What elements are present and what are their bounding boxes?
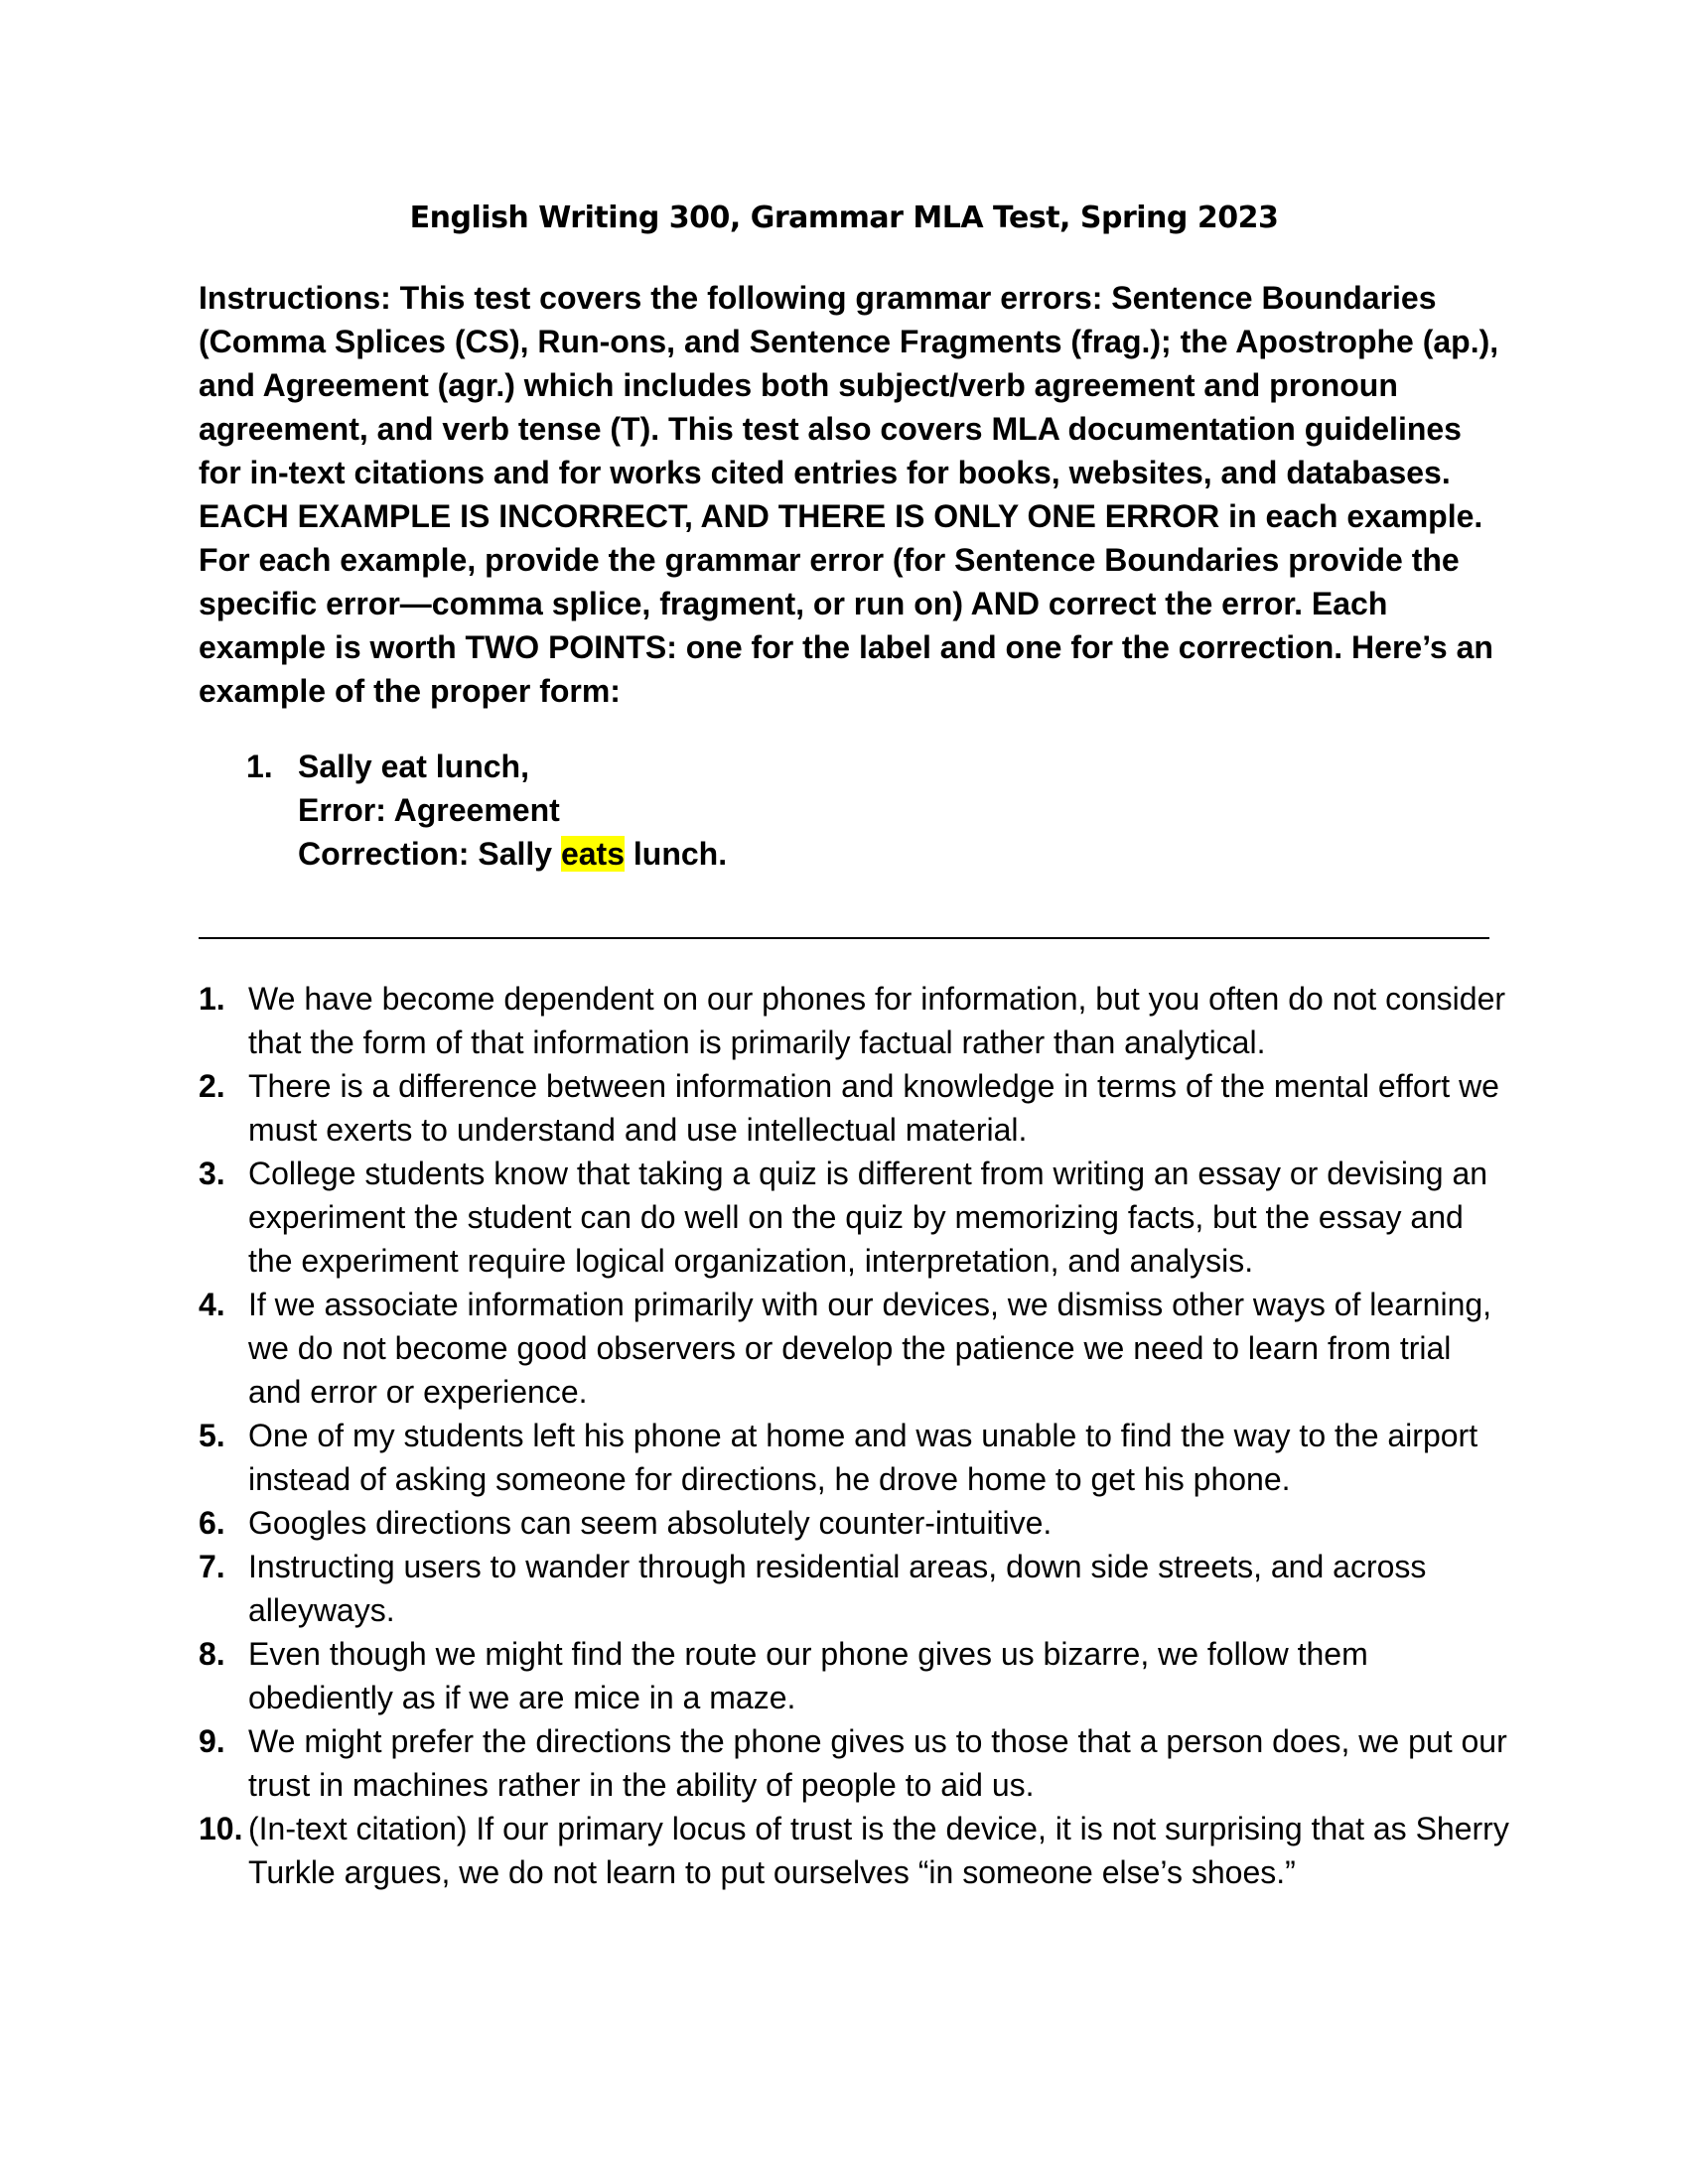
question-item [199,1283,1509,1414]
question-list [199,977,1509,1894]
example-number: 1. [246,749,273,784]
question-text: There is a difference between information and knowledge in terms of the mental effort we must exerts to understand and use intellectual material. [248,1068,1499,1148]
question-number: 10. [199,1811,243,1846]
question-text: Instructing users to wander through residential areas, down side streets, and across alleyways. [248,1549,1427,1628]
question-text: (In-text citation) If our primary locus of trust is the device, it is not surprising that as Sherry Turkle argues, we do not learn to put ourselves “in someone else’s shoes.” [248,1811,1509,1890]
correction-suffix: lunch. [625,836,728,872]
question-item [199,1719,1509,1807]
question-number: 8. [199,1636,225,1672]
question-text: College students know that taking a quiz is different from writing an essay or devising an experiment the student can do well on the quiz by memorizing facts, but the essay and the experiment require logical organization, interpretation, and analysis. [248,1156,1488,1279]
question-item [199,1545,1509,1632]
question-item [199,1501,1509,1545]
question-text: One of my students left his phone at home and was unable to find the way to the airport instead of asking someone for directions, he drove home to get his phone. [248,1418,1478,1497]
question-item [199,1414,1509,1501]
question-item [199,1152,1509,1283]
question-item [199,1632,1509,1719]
question-number: 5. [199,1418,225,1453]
question-item [199,977,1509,1064]
question-number: 4. [199,1287,225,1322]
correction-highlight: eats [560,836,625,872]
question-text: Even though we might find the route our phone gives us bizarre, we follow them obediently as if we are mice in a maze. [248,1636,1368,1715]
horizontal-rule [199,937,1489,939]
question-text: We might prefer the directions the phone gives us to those that a person does, we put our trust in machines rather in the ability of people to aid us. [248,1723,1507,1803]
question-item [199,1807,1509,1894]
question-item [199,1064,1509,1152]
example-error-label: Error: Agreement [298,792,560,828]
correction-prefix: Correction: Sally [298,836,561,872]
question-number: 9. [199,1723,225,1759]
instructions-paragraph: Instructions: This test covers the following grammar errors: Sentence Boundaries (Comma Splices (CS), Run-ons, and Sentence Fragments (frag.); the Apostrophe (ap.), and Agreement (agr.) which includes both subject/verb agreement and pronoun agreement, and verb tense (T). This test also covers MLA documentation guidelines for in-text citations and for works cited entries for books, websites, and databases. EACH EXAMPLE IS INCORRECT, AND THERE IS ONLY ONE ERROR in each example. For each example, provide the grammar error (for Sentence Boundaries provide the specific error—comma splice, fragment, or run on) AND correct the error. Each example is worth TWO POINTS: one for the label and one for the correction. Here’s an example of the proper form: [199,280,1499,709]
question-text: If we associate information primarily with our devices, we dismiss other ways of learning, we do not become good observers or develop the patience we need to learn from trial and error or experience. [248,1287,1492,1410]
question-number: 6. [199,1505,225,1541]
example-correction [298,832,727,876]
question-number: 3. [199,1156,225,1191]
page-title: English Writing 300, Grammar MLA Test, Spring 2023 [409,201,1279,235]
question-number: 2. [199,1068,225,1104]
example-lines [298,745,727,876]
example-sentence: Sally eat lunch, [298,749,529,784]
question-number: 7. [199,1549,225,1584]
question-number: 1. [199,981,225,1017]
question-text: Googles directions can seem absolutely counter-intuitive. [248,1505,1053,1541]
question-text: We have become dependent on our phones for information, but you often do not consider that the form of that information is primarily factual rather than analytical. [248,981,1506,1060]
